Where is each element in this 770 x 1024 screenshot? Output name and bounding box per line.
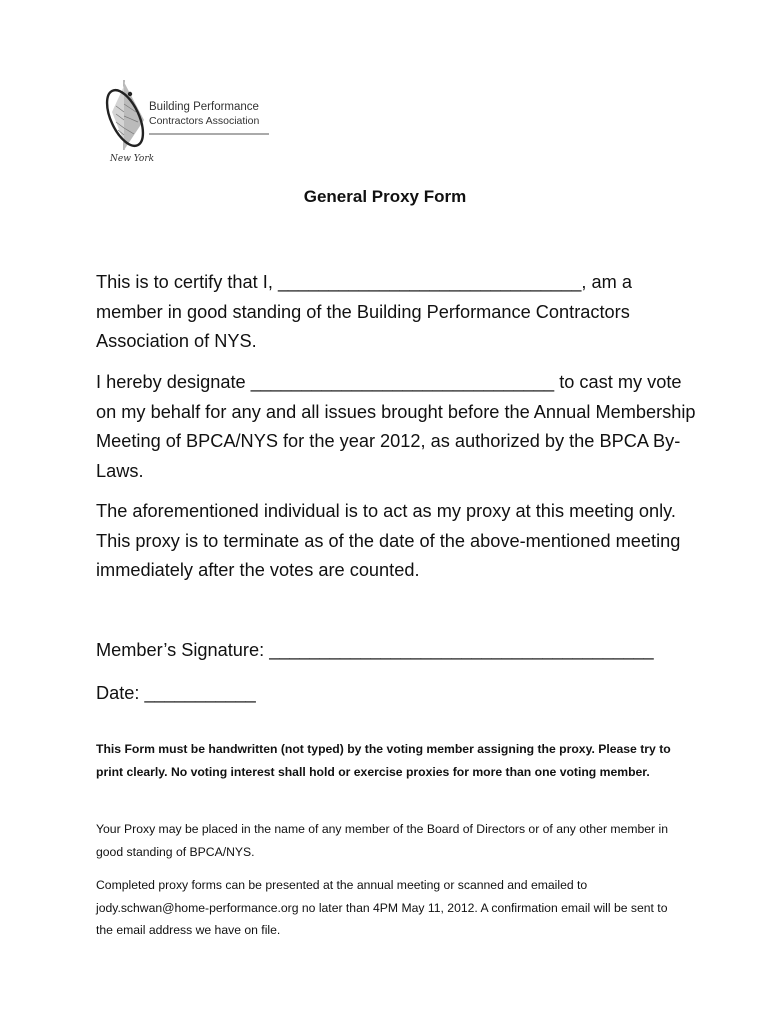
signature-label: Member’s Signature: bbox=[96, 640, 270, 660]
logo bbox=[104, 72, 284, 172]
certify-paragraph bbox=[96, 268, 696, 357]
certify-suffix: , am a member in good standing of the Building Performance Contractors Association of NYS. bbox=[96, 272, 632, 351]
designate-paragraph bbox=[96, 368, 696, 486]
member-name-blank: ______________________________ bbox=[277, 272, 582, 292]
designate-suffix: to cast my vote on my behalf for any and all issues brought before the Annual Membership Meeting of BPCA/NYS for the year 2012, as authorized by the BPCA By-Laws. bbox=[96, 372, 696, 481]
submission-note: Completed proxy forms can be presented at the annual meeting or scanned and emailed to jody.schwan@home-performance.org no later than 4PM May 11, 2012. A confirmation email will be sent to the email address we have on file. bbox=[96, 878, 668, 937]
logo-line-1: Building Performance bbox=[149, 101, 259, 113]
proxy-terms-paragraph: The aforementioned individual is to act as my proxy at this meeting only. This proxy is to terminate as of the date of the above-mentioned meeting immediately after the votes are counted. bbox=[96, 501, 681, 580]
signature-line bbox=[96, 640, 654, 661]
proxy-name-blank: ______________________________ bbox=[250, 372, 555, 392]
handwritten-notice: This Form must be handwritten (not typed) by the voting member assigning the proxy. Please try to print clearly. No voting interest shall hold or exercise proxies for more than one voting member. bbox=[96, 742, 671, 779]
logo-region: New York bbox=[110, 154, 155, 164]
date-line bbox=[96, 683, 256, 704]
form-title: General Proxy Form bbox=[303, 187, 467, 206]
date-blank: ___________ bbox=[144, 683, 256, 703]
date-label: Date: bbox=[96, 683, 145, 703]
designate-prefix: I hereby designate bbox=[96, 372, 251, 392]
logo-line-2: Contractors Association bbox=[149, 115, 260, 127]
proxy-note: Your Proxy may be placed in the name of any member of the Board of Directors or of any other member in good standing of BPCA/NYS. bbox=[96, 822, 668, 859]
certify-prefix: This is to certify that I, bbox=[96, 272, 278, 292]
signature-blank: ______________________________________ bbox=[269, 640, 654, 660]
